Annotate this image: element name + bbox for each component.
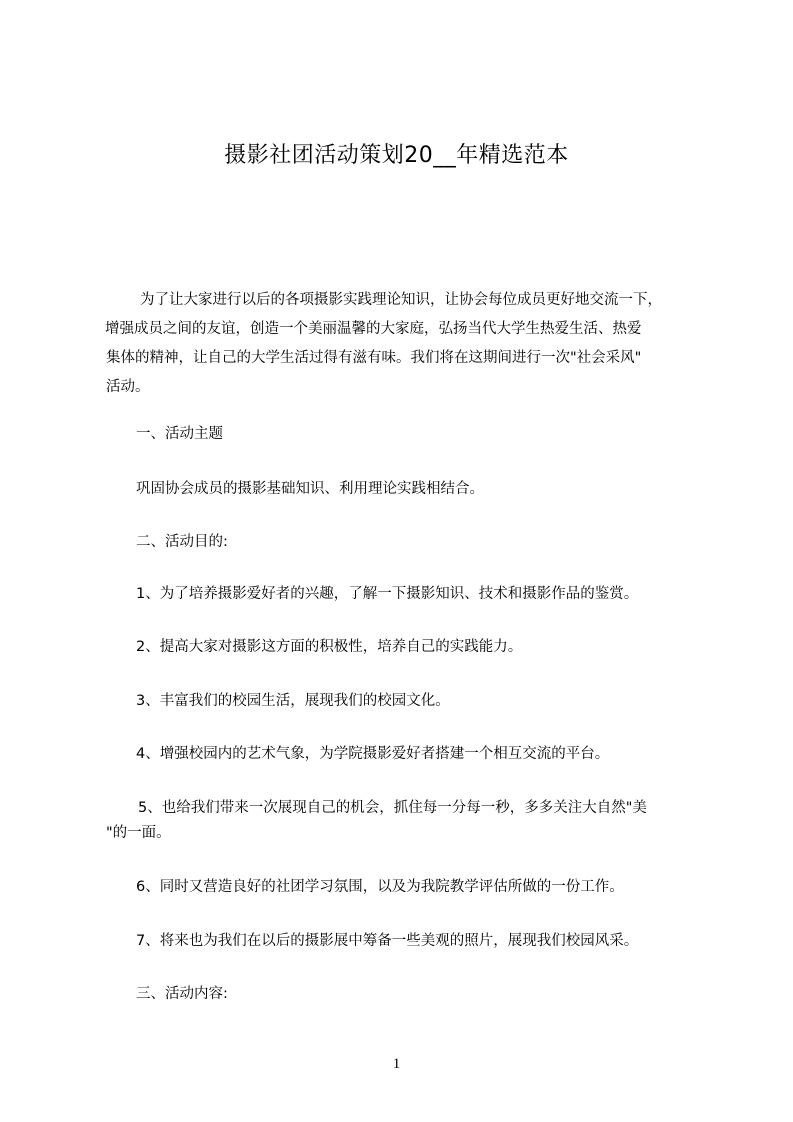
goal-item-5-continued: "的一面。 bbox=[106, 825, 171, 841]
intro-paragraph bbox=[106, 286, 726, 402]
section-heading-content: 三、活动内容: bbox=[136, 986, 228, 1002]
goal-item-4: 4、增强校园内的艺术气象，为学院摄影爱好者搭建一个相互交流的平台。 bbox=[136, 746, 610, 762]
goal-item-5: 5、也给我们带来一次展现自己的机会，抓住每一分每一秒，多多关注大自然"美 bbox=[138, 800, 647, 816]
goal-item-3: 3、丰富我们的校园生活，展现我们的校园文化。 bbox=[136, 693, 450, 709]
goal-item-1: 1、为了培养摄影爱好者的兴趣，了解一下摄影知识、技术和摄影作品的鉴赏。 bbox=[136, 586, 639, 602]
document-title: 摄影社团活动策划20__年精选范本 bbox=[224, 143, 569, 168]
goal-item-2: 2、提高大家对摄影这方面的积极性，培养自己的实践能力。 bbox=[136, 639, 523, 655]
theme-paragraph: 巩固协会成员的摄影基础知识、利用理论实践相结合。 bbox=[136, 481, 484, 497]
intro-line: 集体的精神，让自己的大学生活过得有滋有味。我们将在这期间进行一次"社会采风" bbox=[106, 350, 642, 366]
goal-item-7: 7、将来也为我们在以后的摄影展中筹备一些美观的照片，展现我们校园风采。 bbox=[136, 933, 639, 949]
intro-line: 活动。 bbox=[106, 379, 150, 395]
page-number: 1 bbox=[392, 1056, 401, 1072]
section-heading-theme: 一、活动主题 bbox=[136, 426, 223, 442]
intro-line: 增强成员之间的友谊，创造一个美丽温馨的大家庭，弘扬当代大学生热爱生活、热爱 bbox=[105, 321, 642, 337]
section-heading-goals: 二、活动目的: bbox=[136, 534, 228, 550]
goal-item-6: 6、同时又营造良好的社团学习氛围，以及为我院教学评估所做的一份工作。 bbox=[136, 879, 624, 895]
intro-line: 为了让大家进行以后的各项摄影实践理论知识，让协会每位成员更好地交流一下， bbox=[140, 292, 662, 308]
